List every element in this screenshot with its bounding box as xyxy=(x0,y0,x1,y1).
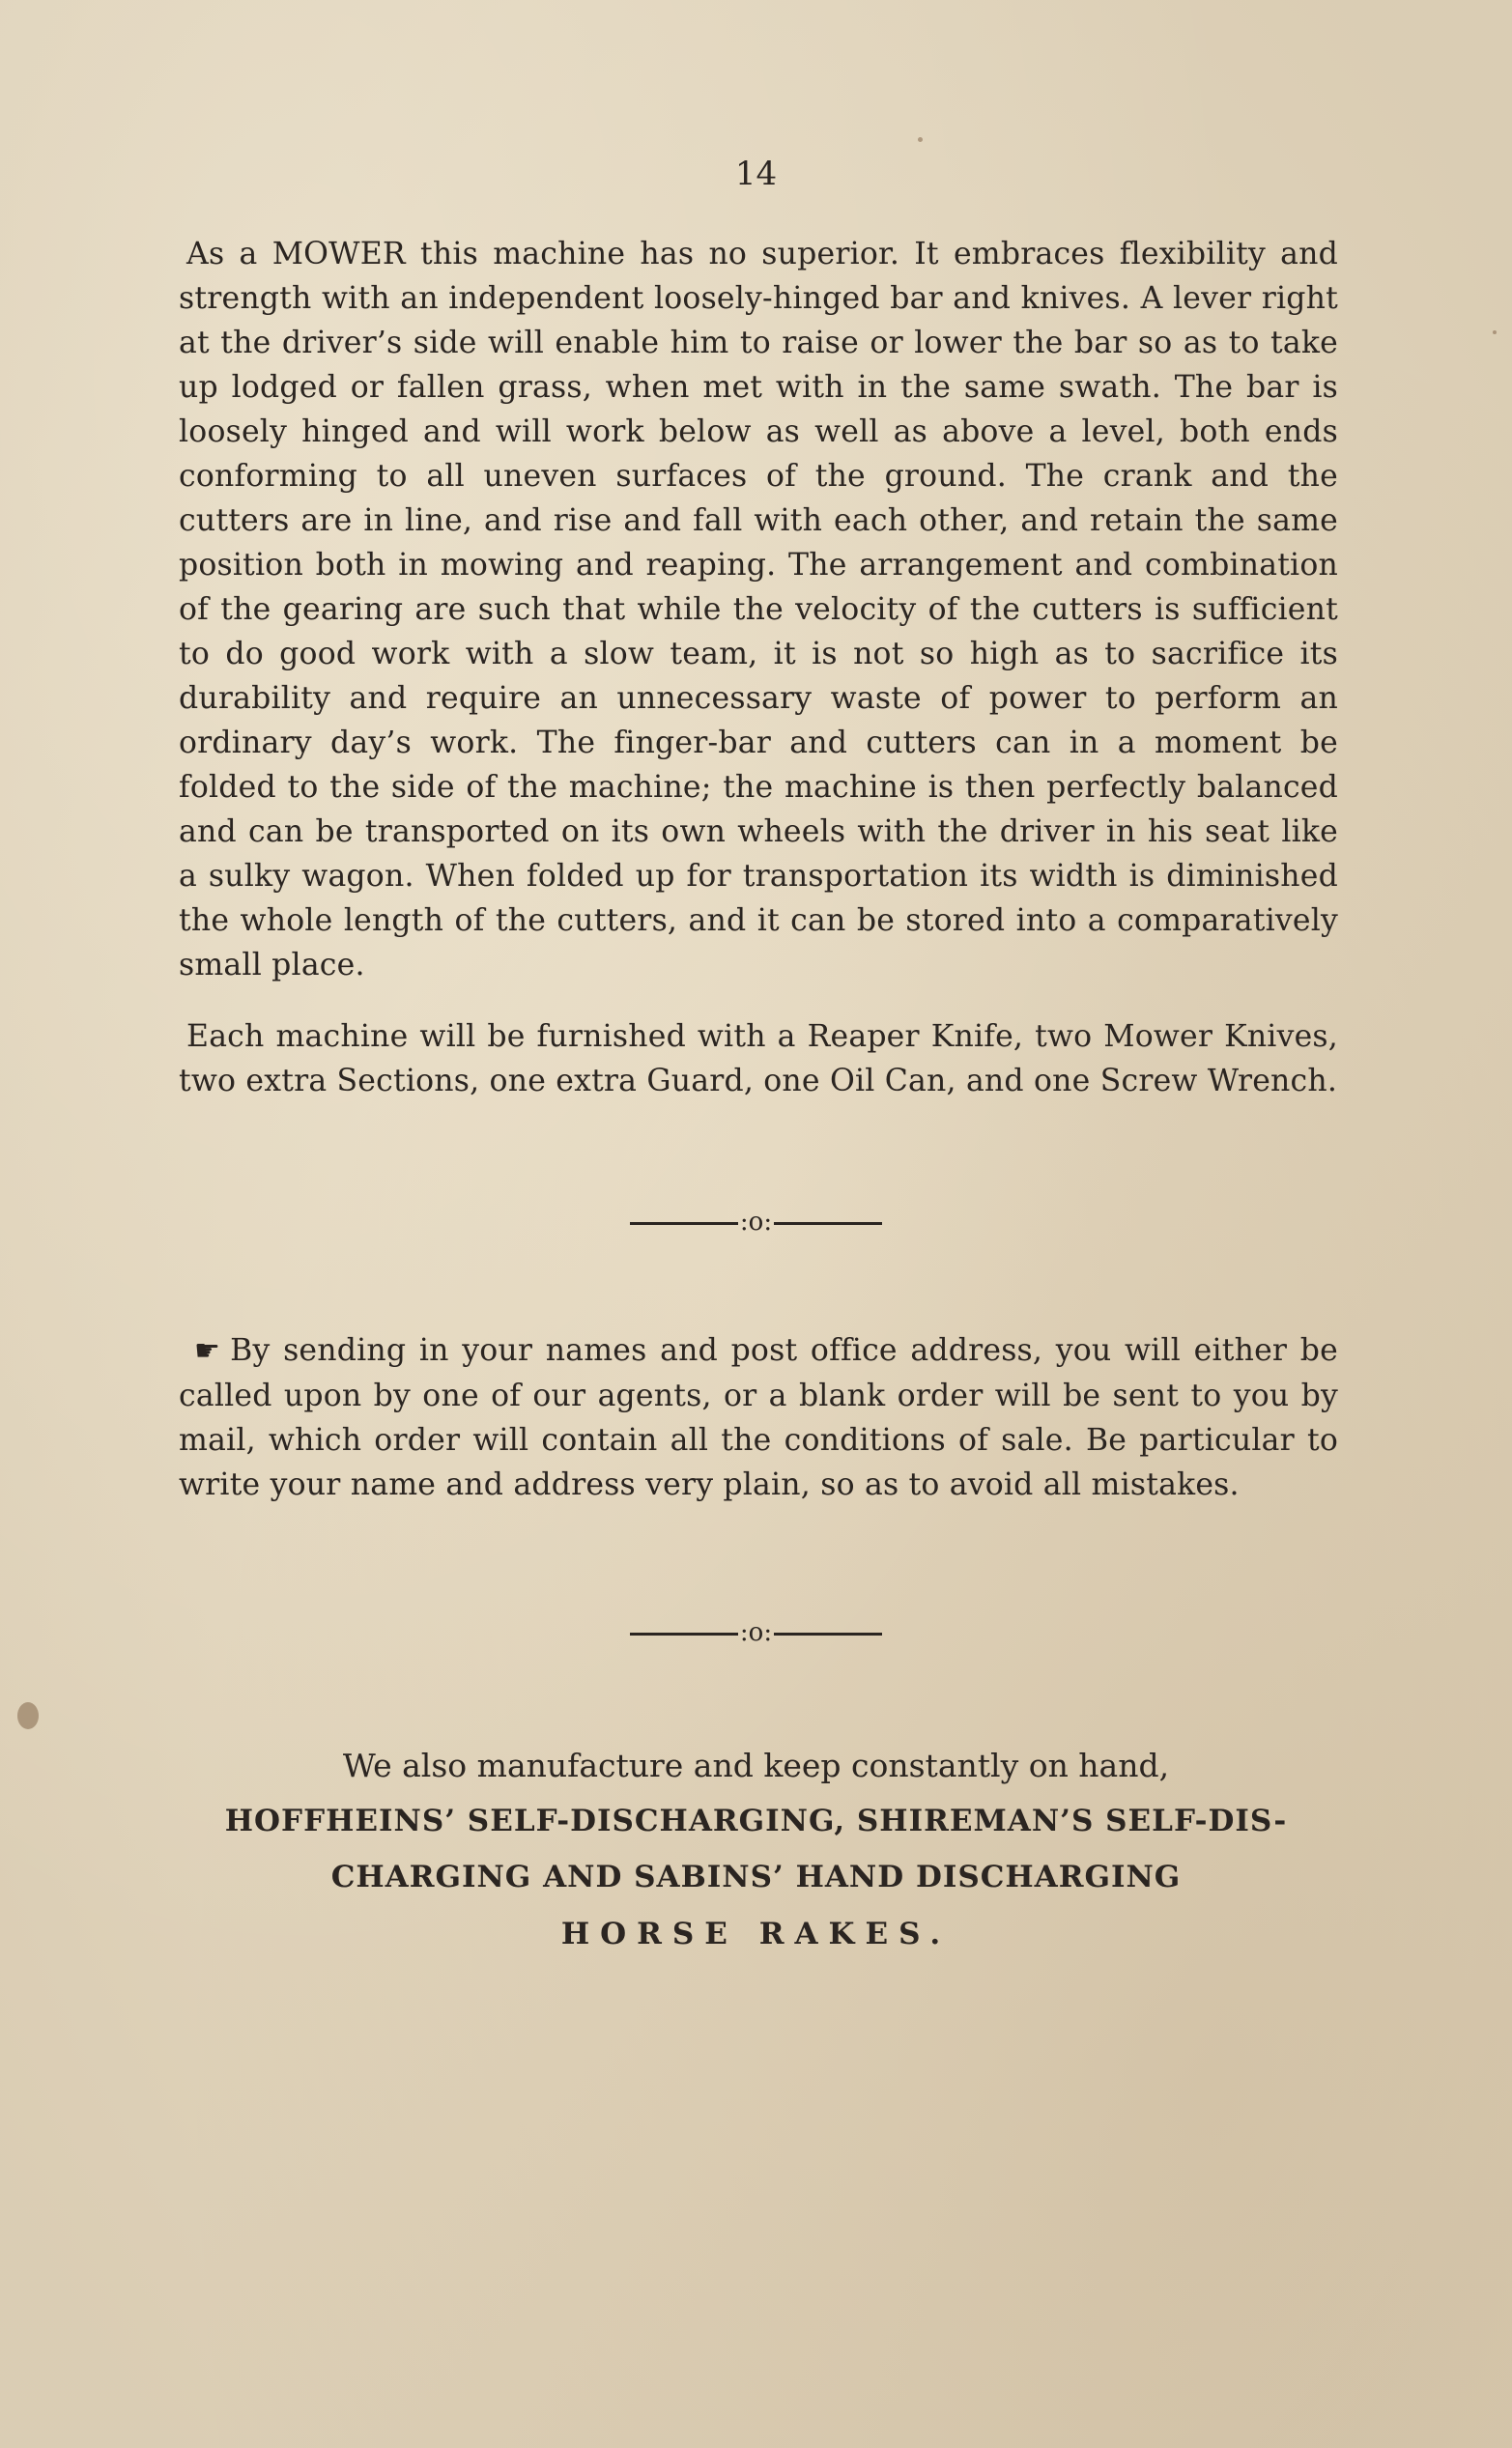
ordering-notice-text: By sending in your names and post office address, you will either be called upon by one of our agents, or a blank order will be sent to you by mail, which order will contain all the conditions of sale. Be particular to write your name and address very plain, so as to avoid all mistakes. xyxy=(179,1333,1338,1502)
rakes-line-2: CHARGING AND SABINS’ HAND DISCHARGING xyxy=(330,1860,1182,1894)
pointing-hand-icon: ☛ xyxy=(194,1334,221,1368)
divider-ornament: :o: xyxy=(739,1208,773,1237)
divider-rule-right xyxy=(774,1222,882,1225)
section-divider-2 xyxy=(0,1618,1512,1647)
machine-extras-paragraph xyxy=(179,1014,1338,1103)
paper-speck xyxy=(918,137,923,142)
paper-speck xyxy=(1493,330,1497,334)
page-number: 14 xyxy=(734,155,778,193)
mower-description-paragraph xyxy=(179,232,1338,987)
section-divider-1 xyxy=(0,1208,1512,1237)
machine-extras-text: Each machine will be furnished with a Reaper Knife, two Mower Knives, two extra Sections, one extra Guard, one Oil Can, and one Screw Wrench. xyxy=(179,1019,1338,1098)
rakes-line-1: HOFFHEINS’ SELF-DISCHARGING, SHIREMAN’S SELF-DIS- xyxy=(224,1804,1288,1838)
paper-stain xyxy=(17,1702,39,1729)
mower-description-text: As a MOWER this machine has no superior. It embraces flexibility and strength with an independent loosely-hinged bar and knives. A lever right at the driver’s side will enable him to raise or lower the bar so as to take up lodged or fallen grass, when met with in the same swath. The bar is loosely hinged and will work below as well as above a level, both ends conforming to all uneven surfaces of the ground. The crank and the cutters are in line, and rise and fall with each other, and retain the same position both in mowing and reaping. The arrangement and combination of the gearing are such that while the velocity of the cutters is sufficient to do good work with a slow team, it is not so high as to sacrifice its durability and require an unnecessary waste of power to perform an ordinary day’s work. The finger-bar and cutters can in a moment be folded to the side of the machine; the machine is then perfectly balanced and can be transported on its own wheels with the driver in his seat like a sulky wagon. When folded up for transportation its width is diminished the whole length of the cutters, and it can be stored into a comparatively small place. xyxy=(179,237,1338,982)
rakes-line-3: HORSE RAKES. xyxy=(560,1917,952,1951)
rakes-intro: We also manufacture and keep constantly on hand, xyxy=(342,1747,1170,1784)
divider-ornament: :o: xyxy=(739,1618,773,1647)
divider-rule-left xyxy=(630,1633,738,1636)
divider-rule-left xyxy=(630,1222,738,1225)
horse-rakes-announcement xyxy=(0,1739,1512,1963)
ordering-notice-paragraph xyxy=(179,1328,1338,1507)
divider-rule-right xyxy=(774,1633,882,1636)
